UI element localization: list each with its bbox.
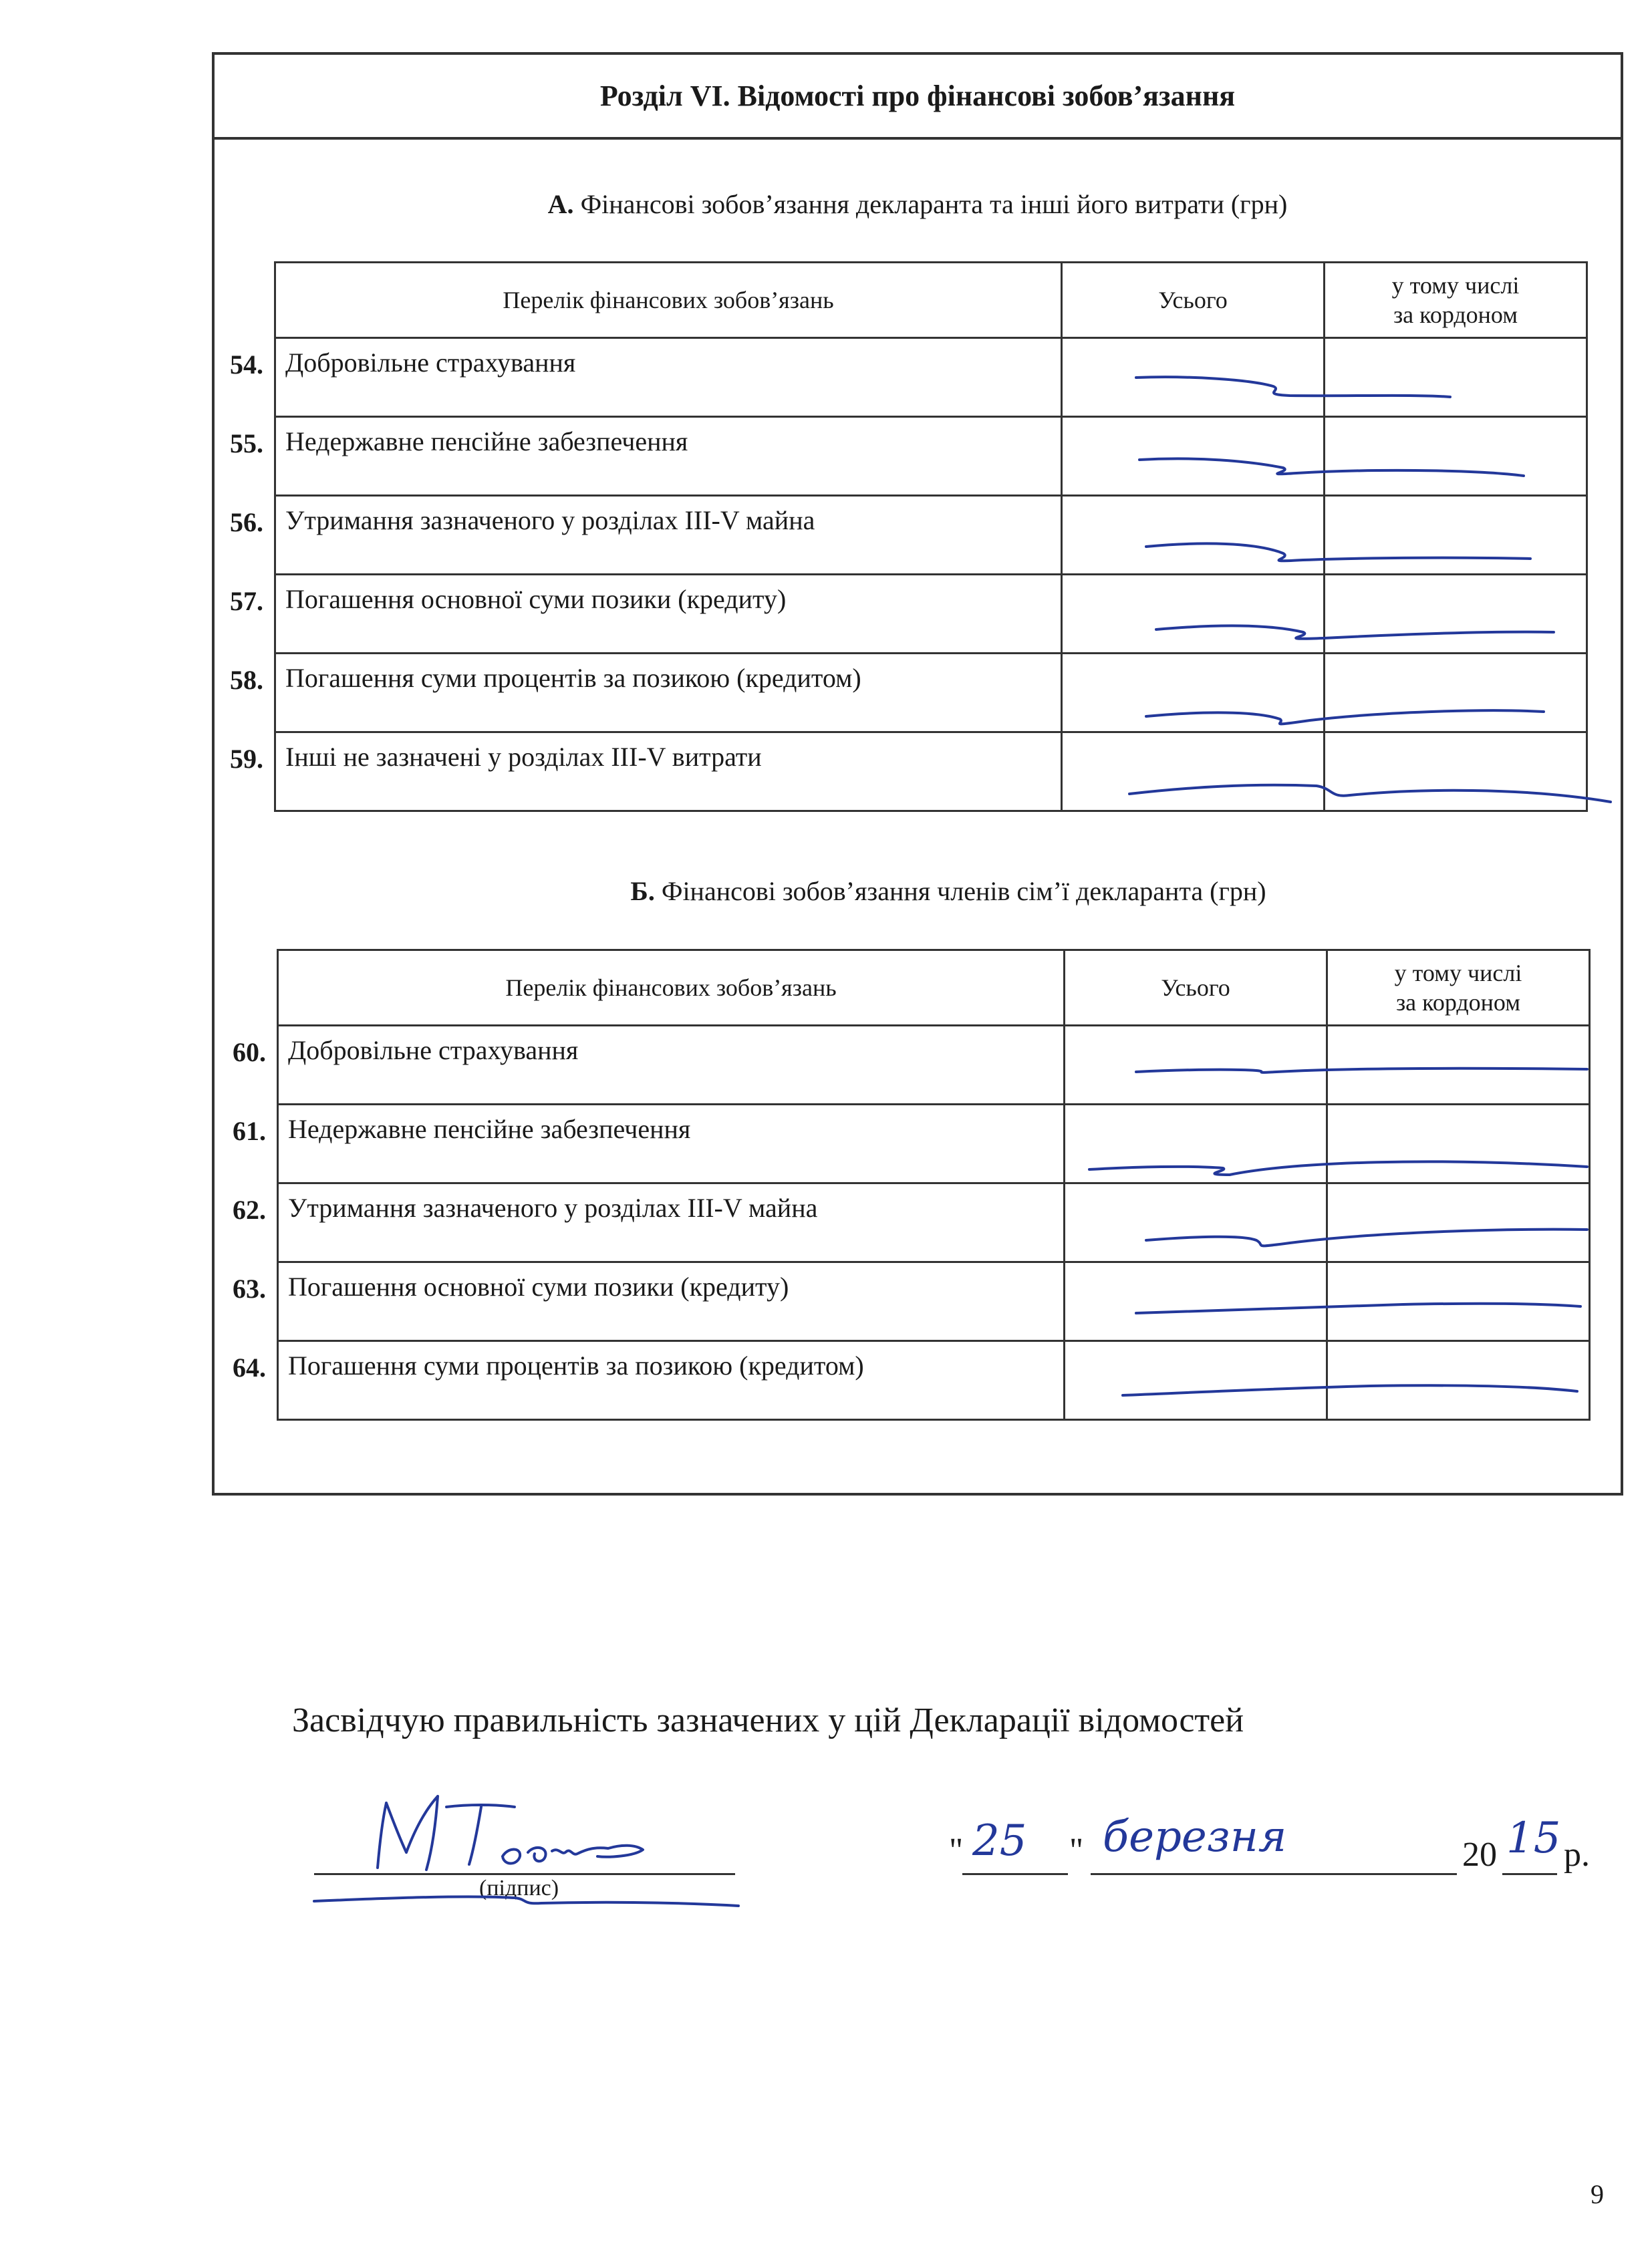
row-label: Утримання зазначеного у розділах III-V майна bbox=[275, 496, 1062, 575]
dash-mark bbox=[1156, 625, 1554, 638]
row-number: 55. bbox=[230, 428, 263, 458]
row-number: 54. bbox=[230, 349, 263, 380]
dash-mark bbox=[1139, 458, 1524, 476]
header-abroad-line2: за кордоном bbox=[1395, 989, 1521, 1016]
row-number: 63. bbox=[233, 1274, 266, 1304]
year-suffix: 15 bbox=[1506, 1814, 1561, 1863]
part-b-title-text: Фінансові зобов’язання членів сім’ї декларанта (грн) bbox=[661, 876, 1266, 906]
year-mark: р. bbox=[1564, 1836, 1590, 1874]
row-number: 60. bbox=[233, 1037, 266, 1067]
header-list: Перелік фінансових зобов’язань bbox=[278, 950, 1065, 1026]
row-label: Утримання зазначеного у розділах III-V майна bbox=[278, 1183, 1065, 1262]
header-abroad-line1: у тому числі bbox=[1391, 272, 1520, 299]
date-quote-open: " bbox=[949, 1832, 964, 1870]
signature-caption: (підпис) bbox=[479, 1876, 559, 1900]
row-label: Погашення основної суми позики (кредиту) bbox=[275, 575, 1062, 654]
row-label: Недержавне пенсійне забезпечення bbox=[275, 417, 1062, 496]
header-abroad-line1: у тому числі bbox=[1394, 960, 1522, 986]
row-label: Добровільне страхування bbox=[278, 1026, 1065, 1105]
row-number: 56. bbox=[230, 507, 263, 537]
row-label: Погашення суми процентів за позикою (кредитом) bbox=[275, 654, 1062, 732]
signature bbox=[294, 1778, 762, 1911]
date-month: березня bbox=[1103, 1812, 1287, 1862]
row-label: Добровільне страхування bbox=[275, 338, 1062, 417]
row-label: Погашення основної суми позики (кредиту) bbox=[278, 1262, 1065, 1341]
dash-mark bbox=[1136, 1069, 1587, 1073]
row-label: Погашення суми процентів за позикою (кредитом) bbox=[278, 1341, 1065, 1420]
day-line bbox=[962, 1873, 1068, 1875]
dash-mark bbox=[1136, 377, 1450, 397]
attestation-text: Засвідчую правильність зазначених у цій Декларації відомостей bbox=[292, 1701, 1244, 1739]
dash-mark bbox=[1136, 1304, 1580, 1313]
row-number: 58. bbox=[230, 665, 263, 695]
part-b-letter: Б. bbox=[630, 876, 655, 906]
section-title: Розділ VI. Відомості про фінансові зобов’язання bbox=[215, 55, 1621, 140]
row-number: 62. bbox=[233, 1195, 266, 1225]
header-list: Перелік фінансових зобов’язань bbox=[275, 263, 1062, 338]
date-quote-close: " bbox=[1069, 1832, 1084, 1870]
year-line bbox=[1502, 1873, 1557, 1875]
row-number: 64. bbox=[233, 1353, 266, 1383]
year-prefix: 20 bbox=[1462, 1836, 1497, 1874]
row-label: Недержавне пенсійне забезпечення bbox=[278, 1105, 1065, 1183]
dash-mark bbox=[1123, 1385, 1577, 1395]
page-number: 9 bbox=[1591, 2179, 1604, 2209]
row-number: 61. bbox=[233, 1116, 266, 1146]
dash-mark bbox=[1146, 543, 1530, 561]
header-total: Усього bbox=[1062, 263, 1325, 338]
part-a-letter: А. bbox=[547, 189, 574, 219]
row-label: Інші не зазначені у розділах III-V витрати bbox=[275, 732, 1062, 811]
dash-mark bbox=[1089, 1161, 1587, 1175]
dash-mark bbox=[1146, 710, 1544, 724]
row-number: 59. bbox=[230, 744, 263, 774]
month-line bbox=[1091, 1873, 1457, 1875]
header-total: Усього bbox=[1065, 950, 1327, 1026]
dash-mark bbox=[1129, 785, 1611, 802]
row-number: 57. bbox=[230, 586, 263, 616]
dash-mark bbox=[1146, 1230, 1587, 1246]
part-a-title-text: Фінансові зобов’язання декларанта та інші його витрати (грн) bbox=[580, 189, 1288, 219]
header-abroad-line2: за кордоном bbox=[1393, 301, 1518, 328]
date-day: 25 bbox=[972, 1816, 1027, 1866]
